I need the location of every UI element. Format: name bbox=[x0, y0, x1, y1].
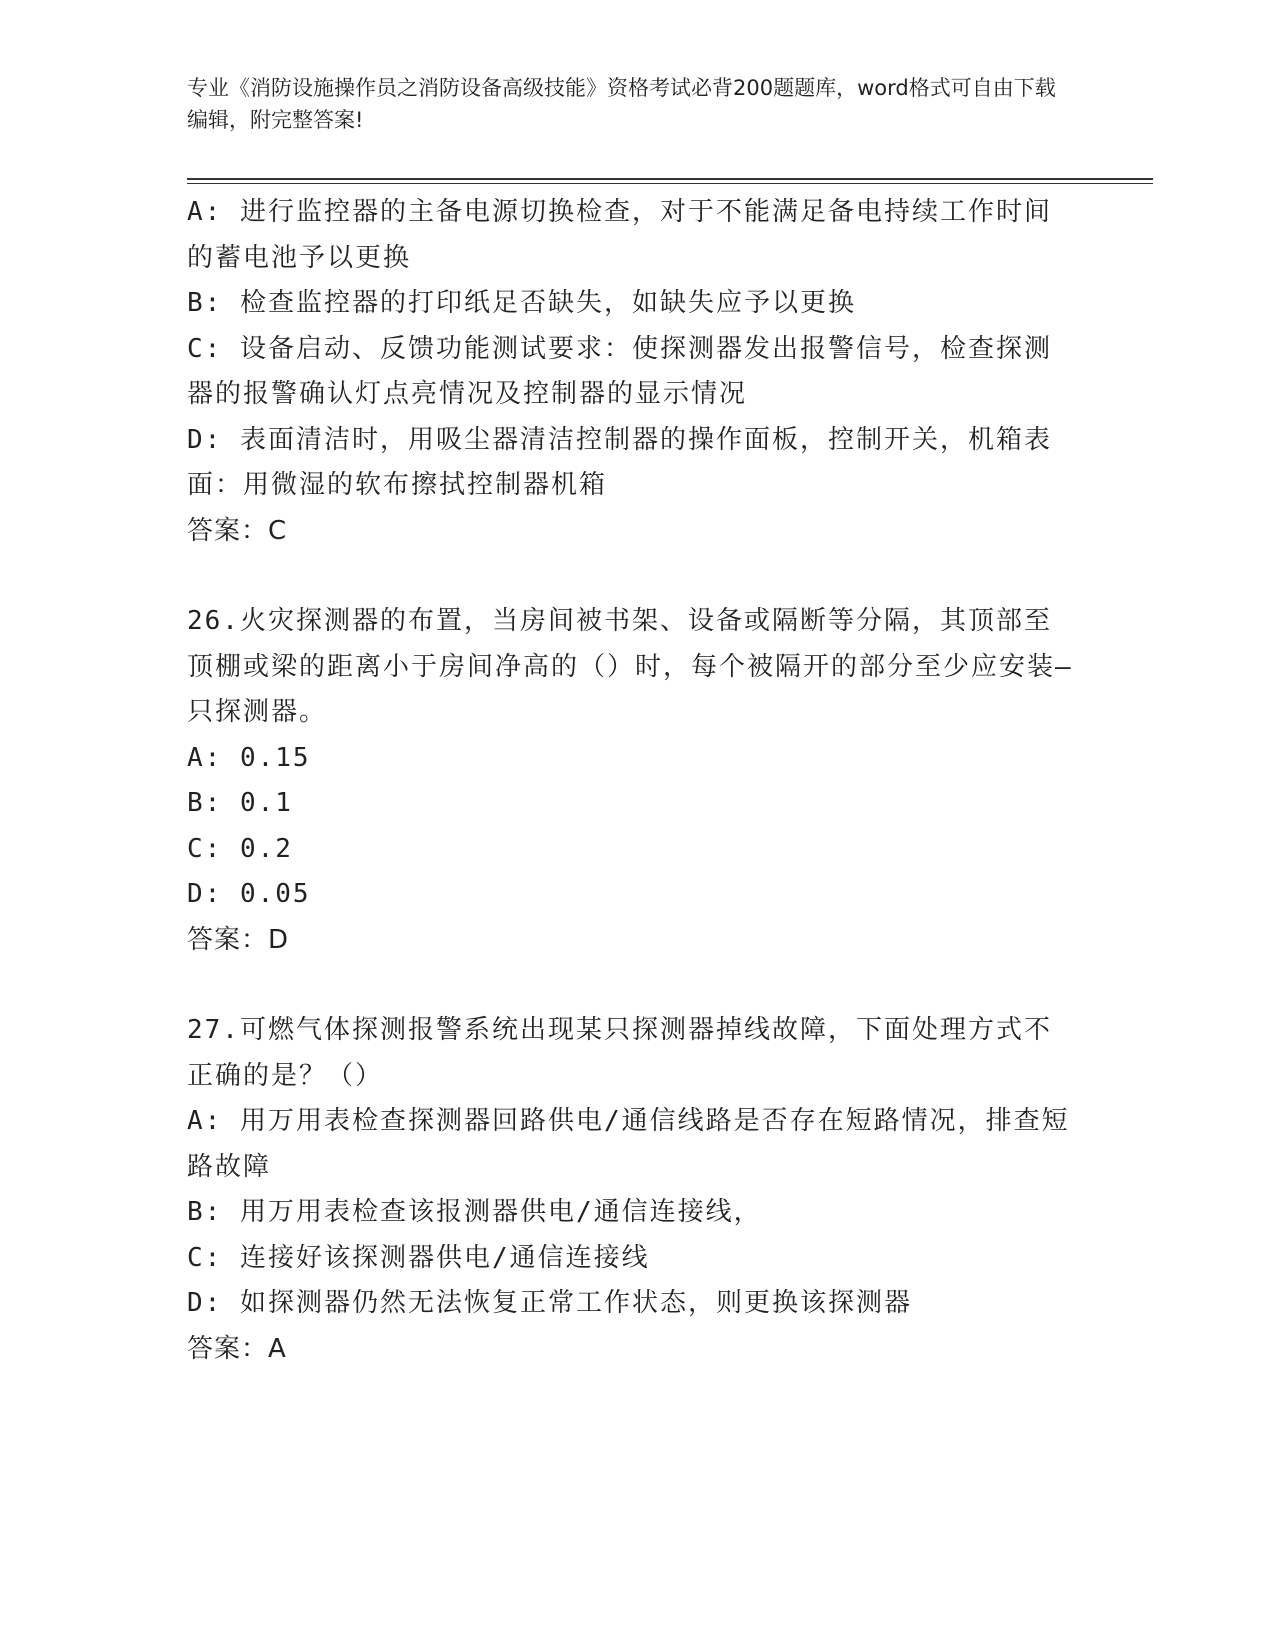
option-b: B: 检查监控器的打印纸足否缺失，如缺失应予以更换 bbox=[187, 288, 856, 318]
question-block-27 bbox=[187, 1008, 1077, 1372]
option-c: C: 连接好该探测器供电/通信连接线 bbox=[187, 1242, 650, 1273]
option-d: D: 0.05 bbox=[187, 879, 311, 909]
answer-line: 答案：A bbox=[187, 1333, 287, 1364]
option-a: A: 0.15 bbox=[187, 742, 311, 773]
question-stem: 27.可燃气体探测报警系统出现某只探测器掉线故障，下面处理方式不正确的是？（） bbox=[187, 1015, 1052, 1091]
document-body bbox=[187, 190, 1077, 1372]
question-block-26 bbox=[187, 599, 1077, 963]
option-b: B: 0.1 bbox=[187, 788, 293, 818]
option-a: A: 进行监控器的主备电源切换检查，对于不能满足备电持续工作时间的蓄电池予以更换 bbox=[187, 197, 1052, 273]
page-header bbox=[187, 72, 1067, 136]
question-stem: 26.火灾探测器的布置，当房间被书架、设备或隔断等分隔，其顶部至顶棚或梁的距离小于房间净高的（）时，每个被隔开的部分至少应安装—只探测器。 bbox=[187, 606, 1073, 727]
option-b: B: 用万用表检查该报测器供电/通信连接线， bbox=[187, 1197, 762, 1227]
option-a: A: 用万用表检查探测器回路供电/通信线路是否存在短路情况，排查短路故障 bbox=[187, 1106, 1070, 1182]
spacer bbox=[187, 554, 1077, 599]
answer-line: 答案：D bbox=[187, 924, 290, 955]
option-d: D: 如探测器仍然无法恢复正常工作状态，则更换该探测器 bbox=[187, 1288, 912, 1318]
option-d: D: 表面清洁时，用吸尘器清洁控制器的操作面板，控制开关，机箱表面：用微湿的软布擦拭控制器机箱 bbox=[187, 424, 1052, 500]
option-c: C: 0.2 bbox=[187, 833, 293, 864]
option-c: C: 设备启动、反馈功能测试要求：使探测器发出报警信号，检查探测器的报警确认灯点亮情况及控制器的显示情况 bbox=[187, 333, 1052, 409]
answer-line: 答案：C bbox=[187, 515, 288, 546]
header-divider-thick bbox=[187, 178, 1153, 180]
spacer bbox=[187, 963, 1077, 1008]
question-block-previous bbox=[187, 190, 1077, 554]
document-title: 专业《消防设施操作员之消防设备高级技能》资格考试必背200题题库，word格式可自由下载编辑，附完整答案! bbox=[187, 76, 1056, 132]
header-divider-thin bbox=[187, 183, 1153, 184]
